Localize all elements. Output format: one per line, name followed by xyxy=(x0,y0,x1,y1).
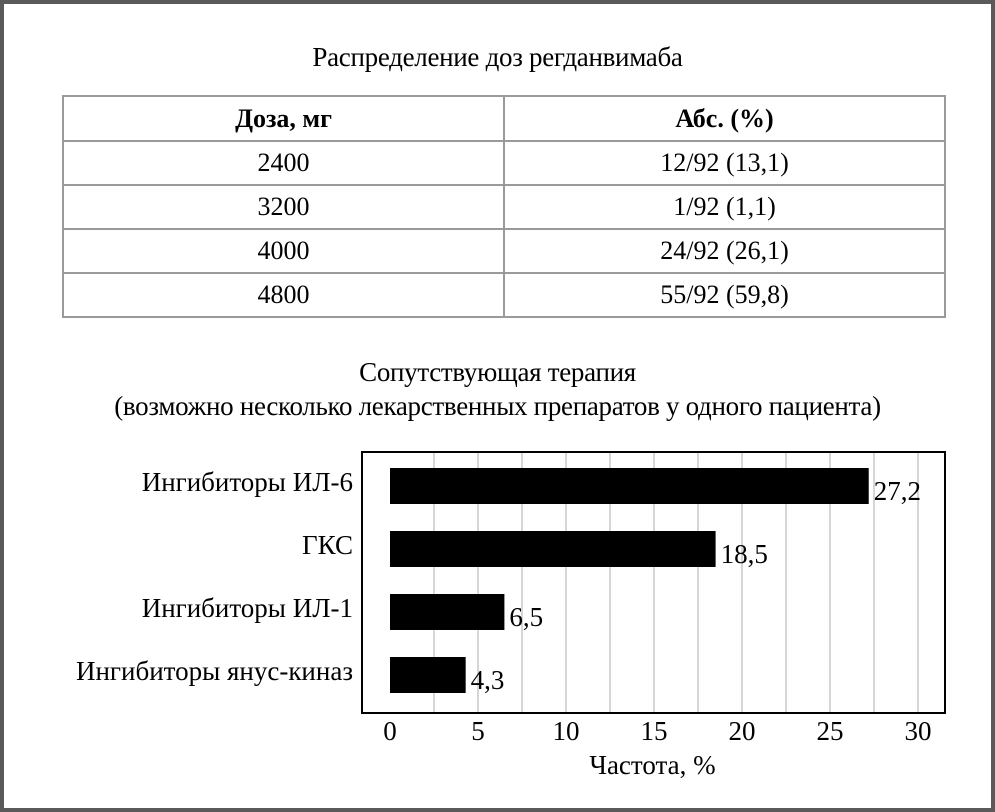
x-tick-label: 20 xyxy=(728,716,756,746)
table-cell-abs: 55/92 (59,8) xyxy=(504,273,945,317)
table-cell-abs: 12/92 (13,1) xyxy=(504,141,945,185)
table-cell-dose: 3200 xyxy=(63,185,504,229)
category-label: Ингибиторы янус-киназ xyxy=(75,656,353,686)
table-cell-abs: 1/92 (1,1) xyxy=(504,185,945,229)
x-tick-label: 10 xyxy=(552,716,580,746)
x-axis-label: Частота, % xyxy=(589,750,716,780)
table-cell-dose: 2400 xyxy=(63,141,504,185)
bar-value-label: 27,2 xyxy=(873,476,921,506)
chart-subtitle: (возможно несколько лекарственных препаратов у одного пациента) xyxy=(114,391,881,421)
chart-title: Сопутствующая терапия xyxy=(359,357,636,387)
category-label: Ингибиторы ИЛ-6 xyxy=(141,467,353,497)
bar-value-label: 4,3 xyxy=(470,665,505,695)
x-tick-label: 15 xyxy=(640,716,668,746)
dose-table-title: Распределение доз регданвимаба xyxy=(312,42,683,72)
table-cell-dose: 4800 xyxy=(63,273,504,317)
x-tick-label: 5 xyxy=(471,716,485,746)
bar xyxy=(390,657,466,693)
column-header-abs: Абс. (%) xyxy=(504,96,945,141)
category-label: ГКС xyxy=(302,530,353,560)
column-header-dose: Доза, мг xyxy=(63,96,504,141)
bar xyxy=(390,531,716,567)
bar-value-label: 18,5 xyxy=(720,539,768,569)
bar xyxy=(390,594,504,630)
bar xyxy=(390,468,869,504)
x-tick-label: 30 xyxy=(904,716,932,746)
category-label: Ингибиторы ИЛ-1 xyxy=(141,593,353,623)
x-tick-label: 25 xyxy=(816,716,844,746)
table-cell-abs: 24/92 (26,1) xyxy=(504,229,945,273)
bar-value-label: 6,5 xyxy=(509,602,544,632)
table-cell-dose: 4000 xyxy=(63,229,504,273)
x-tick-label: 0 xyxy=(383,716,397,746)
